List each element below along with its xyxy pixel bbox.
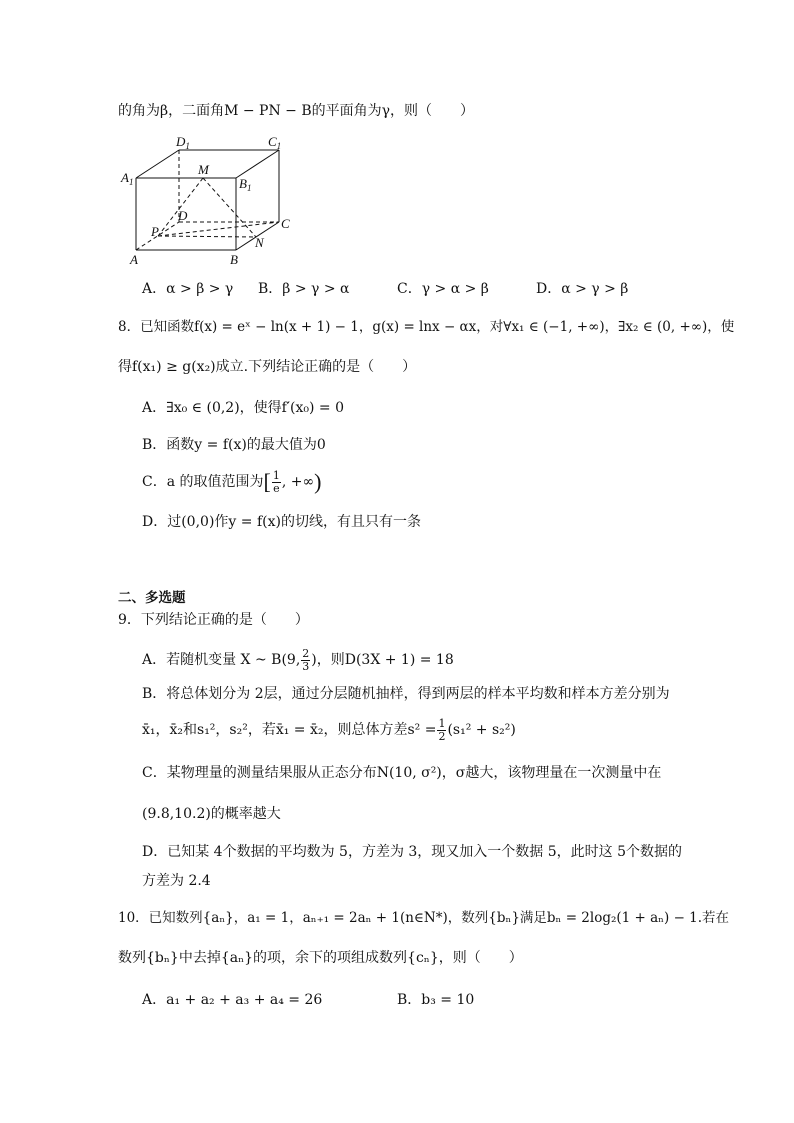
label-D1: $D_1$	[176, 134, 190, 151]
q8-option-c-suffix: , +∞	[281, 474, 315, 490]
label-A: A	[130, 252, 138, 267]
q10-option-b: B．b₃ = 10	[397, 992, 475, 1008]
q9-option-b-line1: B．将总体划分为 2层，通过分层随机抽样，得到两层的样本平均数和样本方差分别为	[142, 686, 670, 702]
label-C: C	[281, 216, 290, 231]
label-B: B	[230, 252, 238, 267]
q9-option-b-line2-prefix: x̄₁，x̄₂和s₁²，s₂²，若x̄₁ = x̄₂，则总体方差s² =	[142, 722, 437, 738]
q9-option-d-line1: D．已知某 4个数据的平均数为 5，方差为 3，现又加入一个数据 5，此时这 5个数据的	[142, 844, 683, 860]
q9-option-a-suffix: )，则D(3X + 1) = 18	[311, 652, 454, 668]
label-A1: $A_1$	[121, 170, 134, 187]
q10-stem-line2: 数列{bₙ}中去掉{aₙ}的项，余下的项组成数列{cₙ}，则（ ）	[118, 950, 523, 966]
q8-option-c-fraction: $\frac{1}{e}$	[272, 468, 280, 495]
q9-option-c-line2: (9.8,10.2)的概率越大	[142, 806, 281, 822]
q10-stem-line1: 10．已知数列{aₙ}，a₁ = 1，aₙ₊₁ = 2aₙ + 1(n∈N*)，数列{bₙ}满足bₙ = 2log₂(1 + aₙ) − 1.若在	[118, 910, 730, 926]
q8-option-c-prefix: C．a 的取值范围为	[142, 474, 264, 490]
cube-figure	[118, 130, 308, 270]
section-title-multiple-choice: 二、多选题	[118, 590, 186, 606]
q9-option-d-line2: 方差为 2.4	[142, 873, 211, 889]
q9-option-b-line2-suffix: (s₁² + s₂²)	[447, 722, 516, 738]
q9-option-a-prefix: A．若随机变量 X ~ B(9,	[142, 652, 301, 668]
label-C1: $C_1$	[268, 134, 282, 151]
label-N: N	[255, 235, 264, 250]
q8-stem-line2: 得f(x₁) ≥ g(x₂)成立.下列结论正确的是（ ）	[118, 359, 417, 375]
q9-option-c-line1: C．某物理量的测量结果服从正态分布N(10, σ²)，σ越大，该物理量在一次测量中在	[142, 765, 662, 781]
q7-option-c: C．γ > α > β	[397, 281, 489, 297]
label-P: P	[151, 224, 159, 239]
q9-option-a	[142, 646, 454, 674]
q9-stem: 9．下列结论正确的是（ ）	[118, 612, 309, 628]
q8-option-b: B．函数y = f(x)的最大值为0	[142, 437, 326, 453]
q8-option-c: C．a 的取值范围为[ $\frac{1}{e}$ , +∞)	[142, 468, 322, 495]
label-D: D	[178, 208, 188, 223]
q7-option-b: B．β > γ > α	[258, 281, 350, 297]
q7-option-a: A．α > β > γ	[142, 281, 234, 297]
q9-option-b-fraction: $\frac{1}{2}$	[438, 716, 446, 743]
label-B1: $B_1$	[239, 176, 252, 193]
q9-option-b-line2	[142, 716, 516, 744]
q10-option-a: A．a₁ + a₂ + a₃ + a₄ = 26	[142, 992, 323, 1008]
q7-option-d: D．α > γ > β	[536, 281, 629, 297]
q7-stem-tail: 的角为β，二面角M − PN − B的平面角为γ，则（ ）	[118, 103, 475, 119]
label-M: M	[198, 162, 209, 177]
q8-stem-line1: 8．已知函数f(x) = eˣ − ln(x + 1) − 1，g(x) = lnx − αx，对∀x₁ ∈ (−1, +∞)，∃x₂ ∈ (0, +∞)，使	[118, 319, 735, 335]
q8-option-a: A．∃x₀ ∈ (0,2)，使得f′(x₀) = 0	[142, 400, 344, 416]
q9-option-a-fraction: $\frac{2}{3}$	[302, 646, 310, 673]
q8-option-d: D．过(0,0)作y = f(x)的切线，有且只有一条	[142, 514, 421, 530]
